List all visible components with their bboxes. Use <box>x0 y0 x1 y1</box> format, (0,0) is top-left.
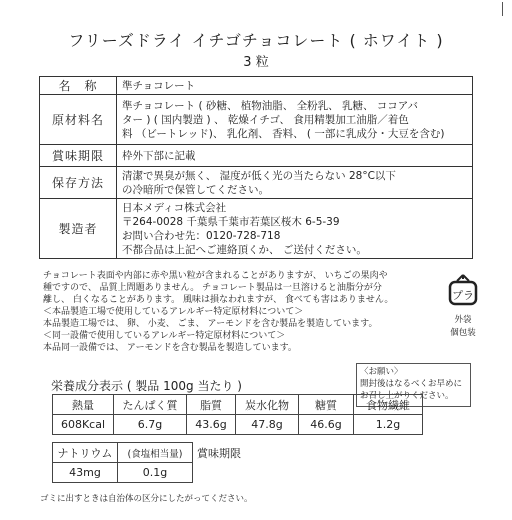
info-line: 不都合品は上記へご連絡頂くか、 ご送付ください。 <box>122 243 367 256</box>
info-line: 準チョコレート ( 砂糖、 植物油脂、 全粉乳、 乳糖、 ココアバ <box>122 99 418 112</box>
note-line: ＜同一設備で使用しているアレルギー特定原材料について＞ <box>43 331 286 341</box>
product-info-table <box>39 76 473 259</box>
nutrition-value: 43.6g <box>187 415 236 435</box>
product-title: フリーズドライ イチゴチョコレート ( ホワイト ) <box>68 31 444 50</box>
info-line: 〒264-0028 千葉県千葉市若葉区桜木 6-5-39 <box>122 215 340 228</box>
request-line: 開封後はなるべくお早めに <box>360 379 463 389</box>
nutrition-header: 熱量 <box>53 395 114 415</box>
recycle-mark <box>441 273 485 339</box>
request-heading: 〈お願い〉 <box>360 367 403 377</box>
note-line: チョコレート表面や内部に赤や黒い粒が含まれることがありますが、 いちごの果肉や <box>43 271 388 281</box>
info-line: 準チョコレート <box>122 79 196 92</box>
notes-block <box>43 270 433 354</box>
expiry-date-value <box>193 463 244 483</box>
nutrition-header: たんぱく質 <box>114 395 187 415</box>
info-row-storage <box>40 167 473 199</box>
sodium-label: ナトリウム <box>53 443 118 463</box>
nutrition-value: 608Kcal <box>53 415 114 435</box>
nutrition-table <box>52 394 423 435</box>
edge-mark <box>502 2 503 16</box>
sodium-value: 43mg <box>53 463 118 483</box>
recycle-caption-individual-wrap: 個包装 <box>450 328 476 338</box>
nutrition-header: 炭水化物 <box>236 395 299 415</box>
sodium-value-row <box>53 463 244 483</box>
nutrition-header: 糖質 <box>299 395 354 415</box>
info-value <box>117 145 473 167</box>
salt-equivalent-label: (食塩相当量) <box>118 443 193 463</box>
info-label: 保存方法 <box>40 167 117 199</box>
plastic-recycle-icon <box>447 273 479 309</box>
nutrition-value-row <box>53 415 423 435</box>
note-line: 本品同一設備では、 アーモンドを含む製品を製造しています。 <box>43 343 297 353</box>
expiry-date-label: 賞味期限 <box>197 446 241 460</box>
product-quantity: 3 粒 <box>243 55 269 70</box>
info-label: 原材料名 <box>40 95 117 145</box>
info-line: お問い合わせ先：0120-728-718 <box>122 229 281 242</box>
note-line: 本品製造工場では、 卵、 小麦、 ごま、 アーモンドを含む製品を製造しています。 <box>43 319 378 329</box>
nutrition-value: 1.2g <box>354 415 423 435</box>
info-value <box>117 199 473 259</box>
info-line: 日本メディコ株式会社 <box>122 201 227 214</box>
nutrition-title: 栄養成分表示 ( 製品 100g 当たり ) <box>51 379 242 393</box>
salt-equivalent-value: 0.1g <box>118 463 193 483</box>
info-row-expiry <box>40 145 473 167</box>
info-value <box>117 167 473 199</box>
note-line: 離し、 白くなることがあります。 風味は損なわれますが、 食べても害はありません。 <box>43 295 394 305</box>
sodium-table <box>52 442 244 483</box>
recycle-mark-text: プラ <box>452 289 474 302</box>
disposal-note: ゴミに出すときは自治体の区分にしたがってください。 <box>40 494 253 504</box>
info-line: の冷暗所で保管してください。 <box>122 183 269 196</box>
nutrition-header: 脂質 <box>187 395 236 415</box>
info-line: 料 （ビートレッド)、 乳化剤、 香料、 ( 一部に乳成分・大豆を含む) <box>122 127 445 140</box>
info-row-manufacturer <box>40 199 473 259</box>
nutrition-value: 47.8g <box>236 415 299 435</box>
info-value <box>117 95 473 145</box>
nutrition-value: 46.6g <box>299 415 354 435</box>
info-label: 名 称 <box>40 77 117 95</box>
info-row-ingredients <box>40 95 473 145</box>
request-line: お召し上がりください。 <box>360 391 454 401</box>
info-row-name <box>40 77 473 95</box>
recycle-caption-outer-bag: 外袋 <box>454 315 472 325</box>
info-line: 枠外下部に記載 <box>122 149 196 162</box>
note-line: ＜本品製造工場で使用しているアレルギー特定原材料について＞ <box>43 307 304 317</box>
info-label: 賞味期限 <box>40 145 117 167</box>
info-label: 製造者 <box>40 199 117 259</box>
info-line: ター ) ( 国内製造 ) 、 乾燥イチゴ、 食用精製加工油脂／着色 <box>122 113 409 126</box>
nutrition-header: 食物繊維 <box>354 395 423 415</box>
info-line: 清潔で異臭が無く、 湿度が低く光の当たらない 28°C以下 <box>122 169 396 182</box>
nutrition-header-row <box>53 395 423 415</box>
note-line: 種ですので、 品質上問題ありません。 チョコレート製品は一旦溶けると油脂分が分 <box>43 283 382 293</box>
nutrition-value: 6.7g <box>114 415 187 435</box>
info-value <box>117 77 473 95</box>
sodium-header-row <box>53 443 244 463</box>
